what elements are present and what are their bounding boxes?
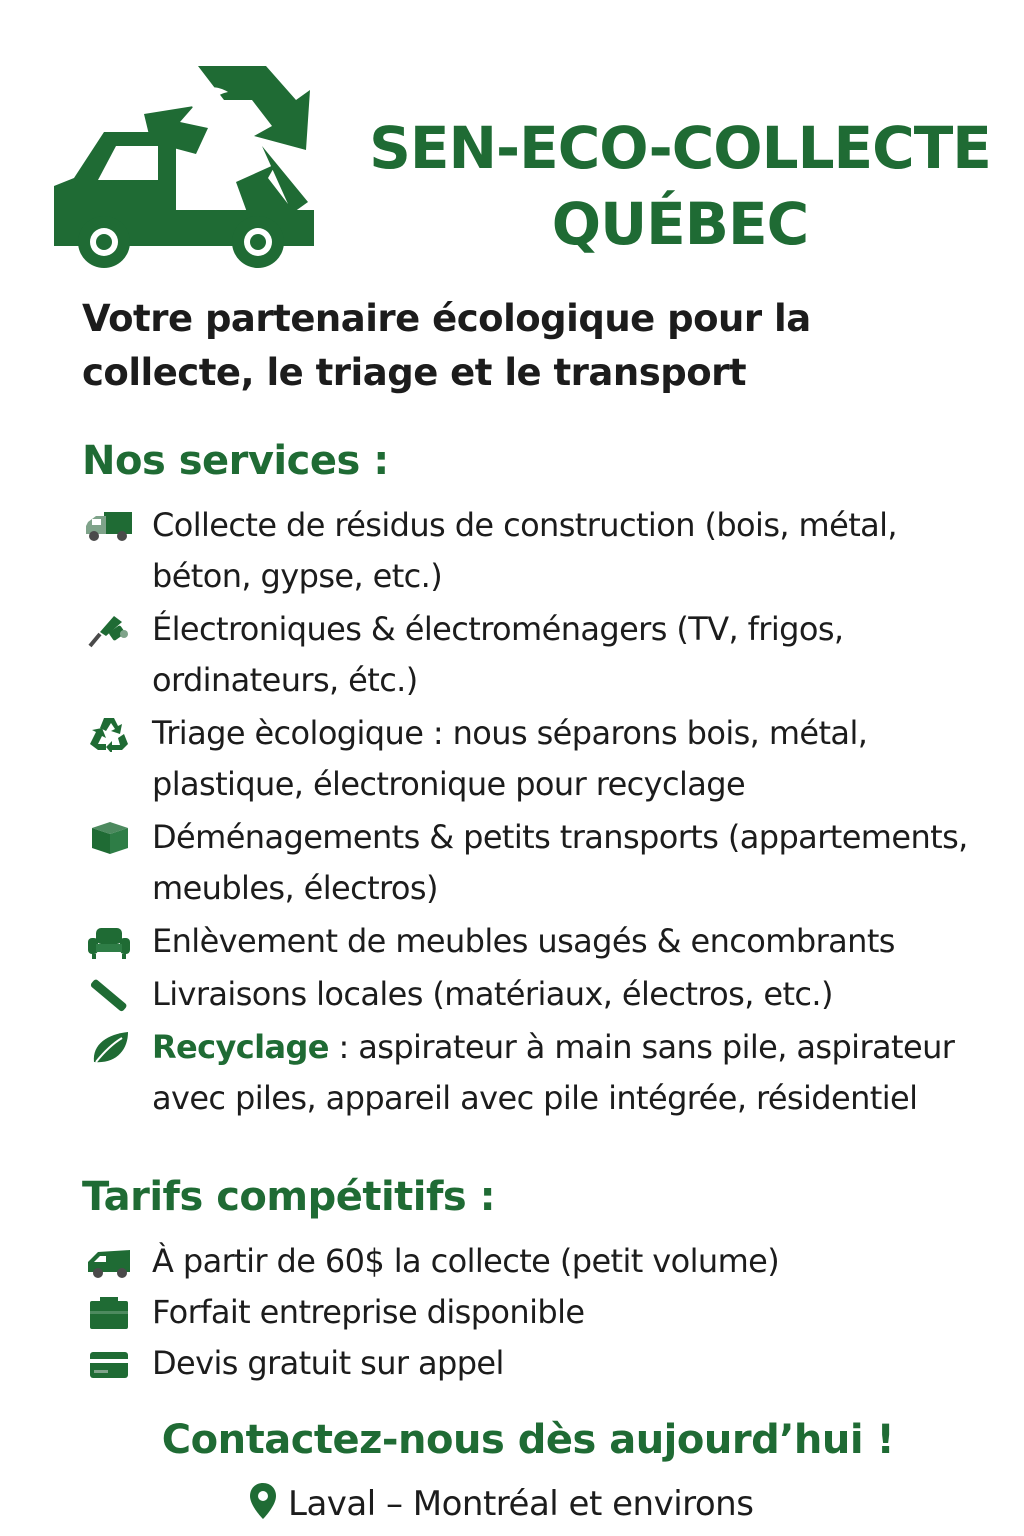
brand-line-2: QUÉBEC	[551, 190, 809, 258]
armchair-icon	[84, 924, 134, 960]
plank-icon	[84, 977, 134, 1013]
service-text: Déménagements & petits transports (appartements, meubles, électros)	[152, 818, 968, 907]
service-item-demenagements	[82, 812, 1002, 914]
tarif-text: À partir de 60$ la collecte (petit volume)	[152, 1242, 780, 1280]
recycling-truck-icon	[48, 62, 320, 268]
tarif-text: Forfait entreprise disponible	[152, 1293, 585, 1331]
tarif-item-collecte	[82, 1236, 1002, 1287]
briefcase-icon	[84, 1295, 134, 1331]
service-item-collecte	[82, 500, 1002, 602]
brand-line-1: SEN-ECO-COLLECTE	[369, 114, 991, 182]
service-item-livraisons	[82, 969, 1002, 1020]
box-icon	[84, 820, 134, 856]
recycle-icon	[84, 716, 134, 752]
tarif-text: Devis gratuit sur appel	[152, 1344, 504, 1382]
tarifs-title: Tarifs compétitifs :	[82, 1174, 496, 1220]
recyclage-highlight: Recyclage	[152, 1028, 329, 1066]
service-text: Collecte de résidus de construction (bois, métal, béton, gypse, etc.)	[152, 506, 898, 595]
vacuum-icon	[84, 612, 134, 648]
location-line	[248, 1478, 948, 1530]
header	[0, 0, 1024, 290]
service-text: Livraisons locales (matériaux, électros, etc.)	[152, 975, 833, 1013]
van-icon	[84, 1244, 134, 1280]
truck-icon	[84, 508, 134, 544]
service-item-triage	[82, 708, 1002, 810]
location-text: Laval – Montréal et environs	[288, 1484, 754, 1524]
service-text: Enlèvement de meubles usagés & encombrants	[152, 922, 895, 960]
tarifs-list	[82, 1236, 1002, 1389]
brand-name	[340, 110, 1020, 262]
tagline: Votre partenaire écologique pour la collecte, le triage et le transport	[82, 297, 811, 394]
services-list	[82, 500, 1002, 1126]
service-text: : aspirateur à main sans pile, aspirateur avec piles, appareil avec pile intégrée, résidentiel	[152, 1028, 955, 1117]
service-item-electroniques	[82, 604, 1002, 706]
service-text: Triage ècologique : nous séparons bois, métal, plastique, électronique pour recyclage	[152, 714, 868, 803]
services-title: Nos services :	[82, 438, 389, 484]
service-text: Électroniques & électroménagers (TV, frigos, ordinateurs, étc.)	[152, 610, 844, 699]
tarif-item-devis	[82, 1338, 1002, 1389]
card-icon	[84, 1346, 134, 1382]
location-pin-icon	[248, 1481, 278, 1521]
tarif-item-forfait	[82, 1287, 1002, 1338]
leaf-icon	[84, 1030, 134, 1066]
service-item-recyclage	[82, 1022, 1002, 1124]
service-item-enlevement	[82, 916, 1002, 967]
contact-heading: Contactez-nous dès aujourd’hui !	[161, 1417, 895, 1463]
